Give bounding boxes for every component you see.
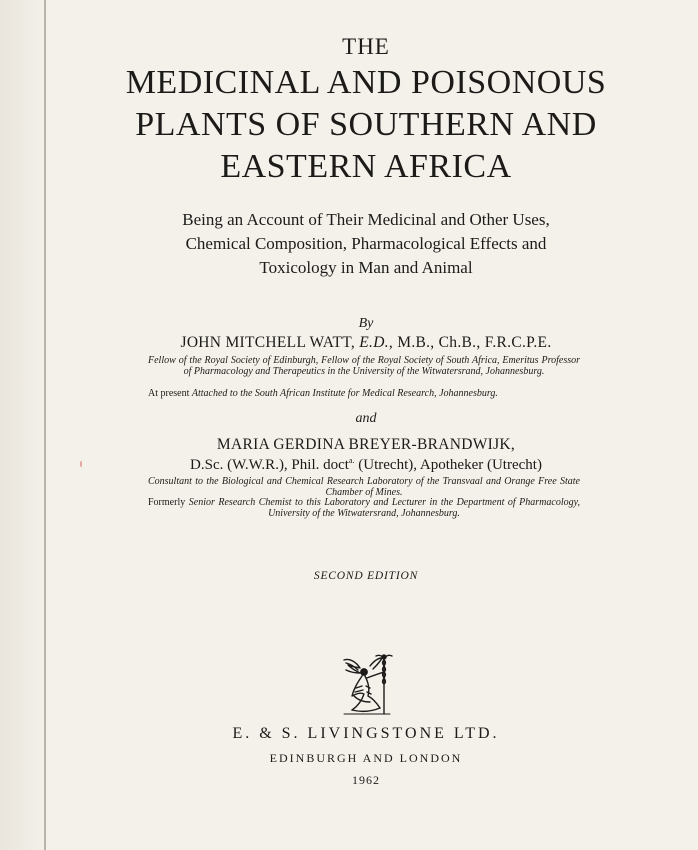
- title-page: [48, 0, 698, 850]
- and-separator: and: [355, 411, 377, 426]
- formerly-prefix: Formerly: [148, 497, 189, 508]
- author-name: JOHN MITCHELL WATT,: [180, 334, 360, 351]
- edition-label: SECOND EDITION: [313, 570, 419, 582]
- binding-edge: [44, 0, 46, 850]
- by-line: By: [358, 316, 374, 331]
- subtitle-line: Being an Account of Their Medicinal and Other Uses,: [182, 210, 550, 229]
- author-credentials-breyer-brandwijk: Consultant to the Biological and Chemical Research Laboratory of the Transvaal and Orange Free State Chamber of Mines.: [148, 476, 580, 498]
- publisher-name: E. & S. LIVINGSTONE LTD.: [232, 725, 500, 742]
- author-former-position: [148, 497, 580, 519]
- ink-speck: [80, 461, 82, 467]
- publication-year: 1962: [352, 773, 380, 787]
- degrees-part: D.Sc. (W.W.R.), Phil. doct: [190, 457, 349, 473]
- subtitle: [108, 208, 624, 280]
- author-credentials-watt: Fellow of the Royal Society of Edinburgh, Fellow of the Royal Society of South Africa, Emeritus Professor of Pharmacology and Therapeutics in the University of the Witwatersrand, Johannesburg.: [148, 355, 580, 377]
- author-degrees-breyer-brandwijk: [48, 456, 684, 474]
- book-title-line: EASTERN AFRICA: [220, 148, 512, 185]
- degrees-part: (Utrecht), Apotheker (Utrecht): [354, 457, 542, 473]
- former-position: Senior Research Chemist to this Laboratory and Lecturer in the Department of Pharmacology, University of the Witwatersrand, Johannesburg.: [188, 497, 580, 519]
- book-title-line: MEDICINAL AND POISONOUS: [125, 64, 607, 101]
- present-position: Attached to the South African Institute for Medical Research, Johannesburg.: [191, 388, 498, 399]
- degrees-superscript: a.: [348, 456, 355, 465]
- binding-gutter: [0, 0, 48, 850]
- publisher-place: EDINBURGH AND LONDON: [269, 751, 463, 765]
- author-present-position: [148, 388, 588, 400]
- present-prefix: At present: [148, 388, 192, 399]
- author-honour: E.D.: [359, 334, 389, 351]
- author-degrees: , M.B., Ch.B., F.R.C.P.E.: [388, 334, 552, 351]
- subtitle-line: Toxicology in Man and Animal: [259, 258, 473, 277]
- book-title-line: PLANTS OF SOUTHERN AND: [135, 106, 597, 143]
- title-article: THE: [342, 34, 390, 59]
- winged-figure-caduceus-icon: [340, 652, 394, 718]
- book-title: [48, 62, 684, 188]
- author-name-breyer-brandwijk: MARIA GERDINA BREYER-BRANDWIJK,: [216, 436, 516, 453]
- author-name-watt: [48, 334, 684, 352]
- subtitle-line: Chemical Composition, Pharmacological Effects and: [185, 234, 547, 253]
